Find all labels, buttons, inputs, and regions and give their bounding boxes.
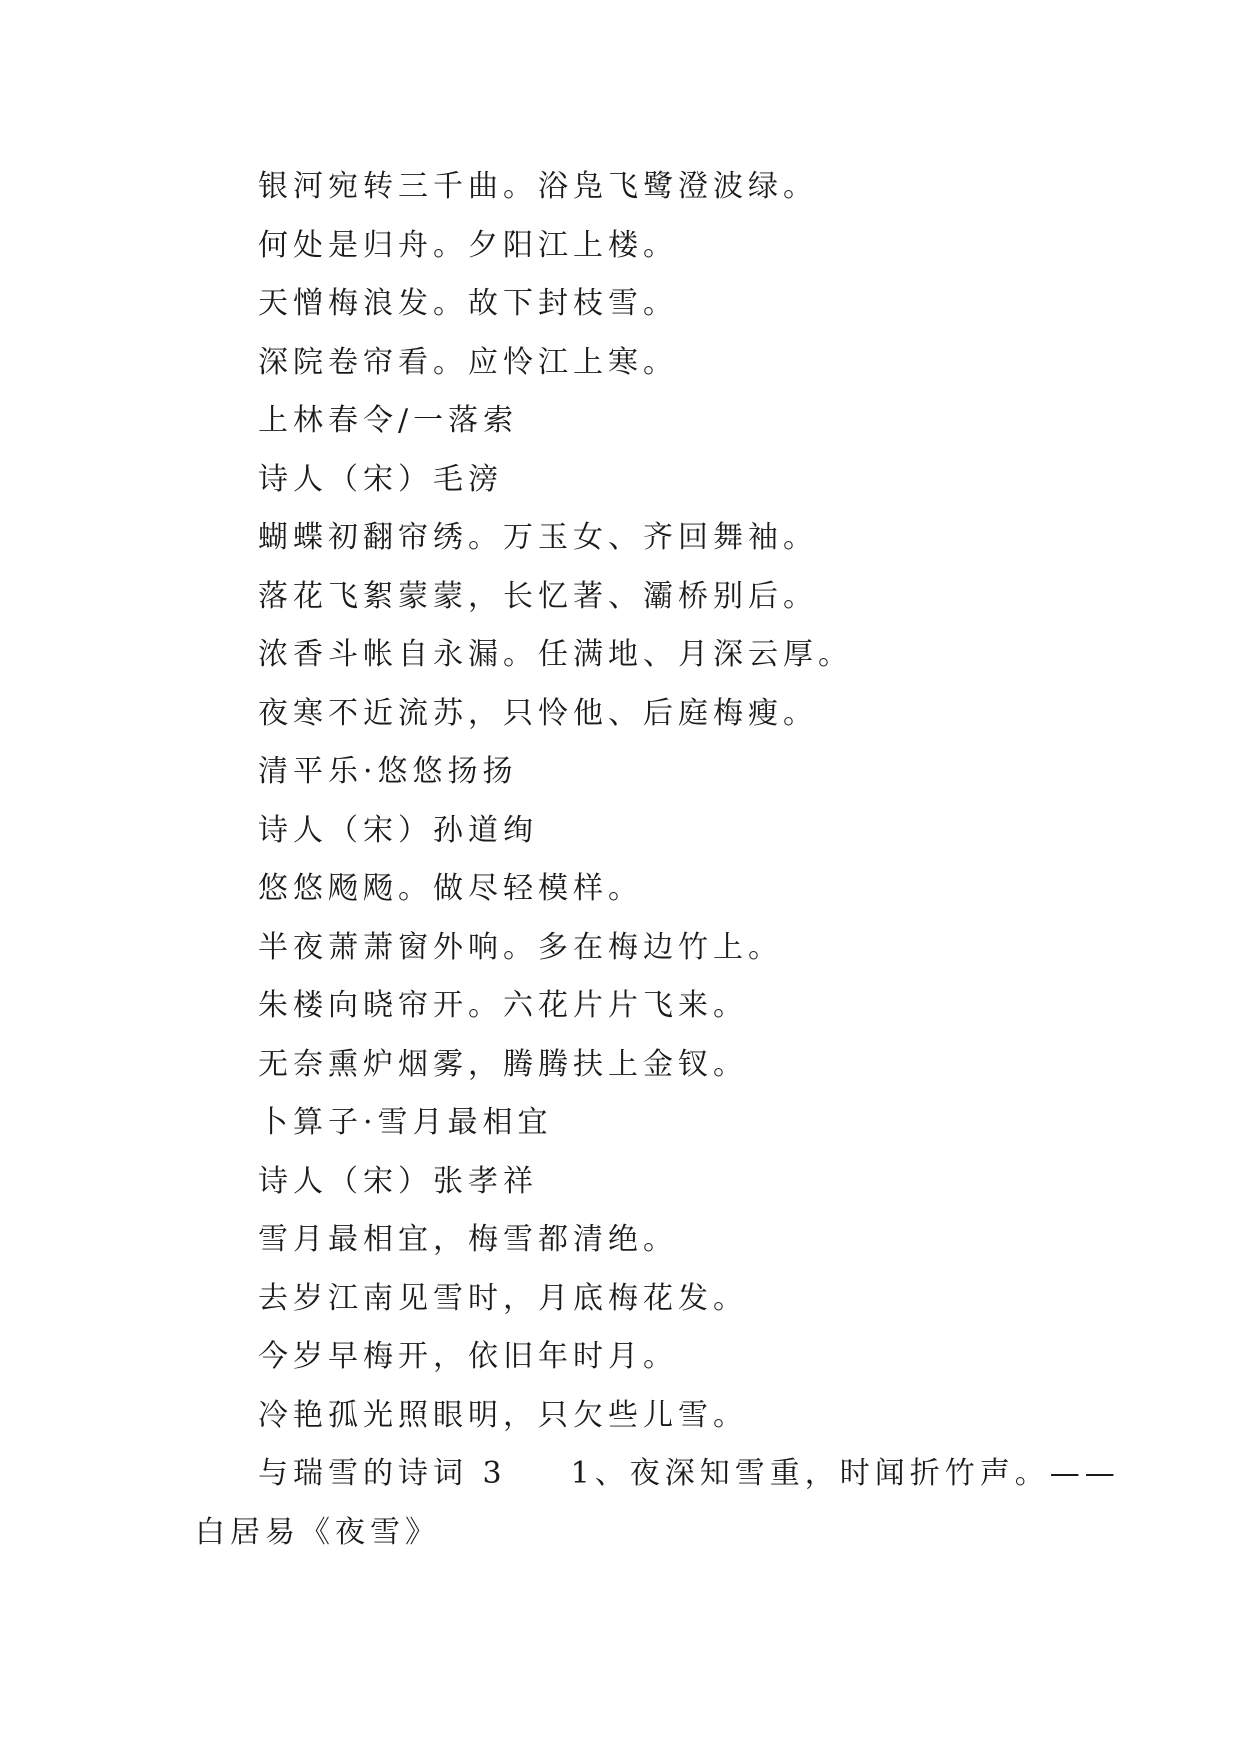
text-line: 悠悠飏飏。做尽轻模样。 — [258, 871, 643, 906]
text-line: 半夜萧萧窗外响。多在梅边竹上。 — [258, 929, 783, 965]
section-first-text: 1、夜深知雪重，时闻折竹声。—— — [570, 1456, 1120, 1491]
text-line: 夜寒不近流苏，只怜他、后庭梅瘦。 — [258, 695, 818, 731]
text-line: 天憎梅浪发。故下封枝雪。 — [258, 286, 678, 321]
text-line: 朱楼向晓帘开。六花片片飞来。 — [258, 988, 748, 1023]
poem-title: 清平乐·悠悠扬扬 — [258, 754, 518, 789]
section-heading: 与瑞雪的诗词 3 — [258, 1456, 507, 1491]
text-line: 银河宛转三千曲。浴凫飞鹭澄波绿。 — [258, 169, 818, 204]
poem-author: 诗人（宋）张孝祥 — [258, 1163, 538, 1199]
text-line: 蝴蝶初翻帘绣。万玉女、齐回舞袖。 — [258, 520, 818, 555]
poem-title: 卜算子·雪月最相宜 — [258, 1105, 553, 1140]
poem-author: 诗人（宋）孙道绚 — [258, 812, 538, 848]
text-line: 浓香斗帐自永漏。任满地、月深云厚。 — [258, 637, 853, 672]
text-line: 何处是归舟。夕阳江上楼。 — [258, 227, 678, 263]
poem-author: 诗人（宋）毛滂 — [258, 461, 503, 497]
section-line — [195, 1445, 1120, 1504]
text-line: 深院卷帘看。应怜江上寒。 — [258, 344, 678, 380]
text-line: 去岁江南见雪时，月底梅花发。 — [258, 1280, 748, 1316]
continuation-line: 白居易《夜雪》 — [195, 1514, 440, 1550]
text-line: 今岁早梅开，依旧年时月。 — [258, 1339, 678, 1374]
poem-title: 上林春令/一落索 — [258, 403, 519, 438]
text-line: 无奈熏炉烟雾，腾腾扶上金钗。 — [258, 1046, 748, 1082]
text-line: 落花飞絮蒙蒙，长忆著、灞桥别后。 — [258, 578, 818, 614]
text-line: 雪月最相宜，梅雪都清绝。 — [258, 1222, 678, 1257]
text-line: 冷艳孤光照眼明，只欠些儿雪。 — [258, 1397, 748, 1433]
document-body — [195, 158, 1120, 1562]
